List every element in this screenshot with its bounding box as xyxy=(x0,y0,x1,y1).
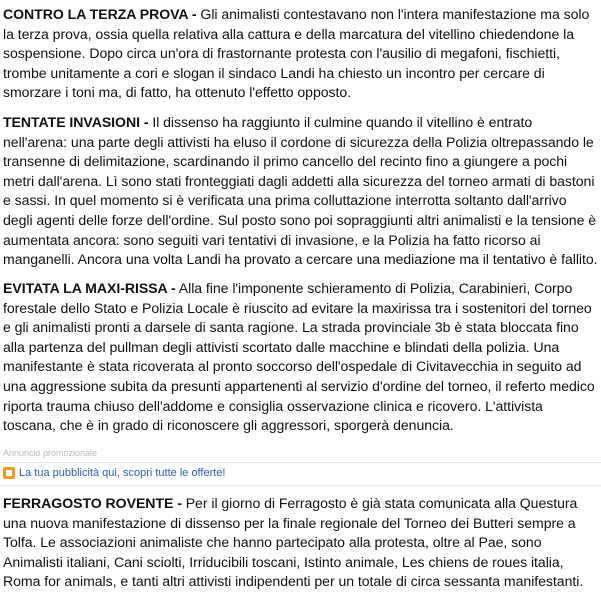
paragraph-text: Alla fine l'imponente schieramento di Polizia, Carabinieri, Corpo forestale dello Stato e Polizia Locale è riuscito ad evitare la maxirissa tra i sostenitori del torneo e gli animalisti pronti a darsele di santa ragione. La strada provinciale 3b è stata bloccata fino alla partenza del pullman degli attivisti scortato dalle macchine e blindati della polizia. Una manifestante è stata ricoverata al pronto soccorso dell'ospedale di Civitavecchia in seguito ad una aggressione subita da presunti appartenenti al servizio d'ordine del torneo, il referto medico riporta trauma chiuso dell'addome e consiglia osservazione clinica e ricovero. L'attivista toscana, che è in grado di riconoscere gli aggressori, sporgerà denuncia. xyxy=(3,280,595,434)
paragraph-text: Il dissenso ha raggiunto il culmine quando il vitellino è entrato nell'arena: una parte degli attivisti ha eluso il cordone di sicurezza della Polizia oltrepassando le transenne di delimitazione, scardinando il primo cancello del recinto fino a giungere a pochi metri dall'arena. Lì sono stati fronteggiati dagli addetti alla sicurezza del torneo armati di bastoni e sassi. In quel momento si è verificata una prima colluttazione interrotta soltanto dall'arrivo degli agenti delle forze dell'ordine. Sul posto sono poi sopraggiunti altri animalisti e la tensione è aumentata ancora: sono seguiti vari tentativi di invasione, e la Polizia ha fatto ricorso ai manganelli. Ancora una volta Landi ha provato a cercare una mediazione ma il tentativo è fallito. xyxy=(3,114,598,268)
paragraph-lead: EVITATA LA MAXI-RISSA - xyxy=(3,280,176,296)
ad-link-text[interactable]: La tua pubblicità qui, scopri tutte le offerte! xyxy=(19,467,226,479)
ad-label: Annuncio promozionale xyxy=(3,448,98,458)
paragraph-lead: TENTATE INVASIONI - xyxy=(3,114,149,130)
paragraph-text: Per il giorno di Ferragosto è già stata comunicata alla Questura una nuova manifestazione di dissenso per la finale regionale del Torneo dei Butteri sempre a Tolfa. Le associazioni animaliste che hanno partecipato alla protesta, oltre al Pae, sono Animalisti italiani, Cani sciolti, Irriducibili toscani, Istinto animale, Les chiens de roues italia, Roma for animals, e tanti altri attivisti indipendenti per un totale di circa sessanta manifestanti. xyxy=(3,495,584,590)
advert-icon xyxy=(3,467,15,479)
paragraph-lead: FERRAGOSTO ROVENTE - xyxy=(3,495,182,511)
ad-divider xyxy=(0,462,601,463)
ad-divider-bottom xyxy=(0,485,601,486)
paragraph-evitata-la-maxi-rissa xyxy=(0,279,601,436)
paragraph-ferragosto-rovente xyxy=(0,494,601,592)
paragraph-lead: CONTRO LA TERZA PROVA - xyxy=(3,6,197,22)
paragraph-text: Gli animalisti contestavano non l'intera manifestazione ma solo la terza prova, ossia quella relativa alla cattura e della marcatura del vitellino chiedendone la sospensione. Dopo circa un'ora di frastornante protesta con l'ausilio di megafoni, fischietti, trombe unitamente a cori e slogan il sindaco Landi ha chiesto un incontro per cercare di smorzare i toni ma, di fatto, ha ottenuto l'effetto opposto. xyxy=(3,6,590,101)
paragraph-contro-la-terza-prova xyxy=(0,5,601,103)
paragraph-tentate-invasioni xyxy=(0,113,601,270)
ad-link[interactable] xyxy=(3,467,225,479)
